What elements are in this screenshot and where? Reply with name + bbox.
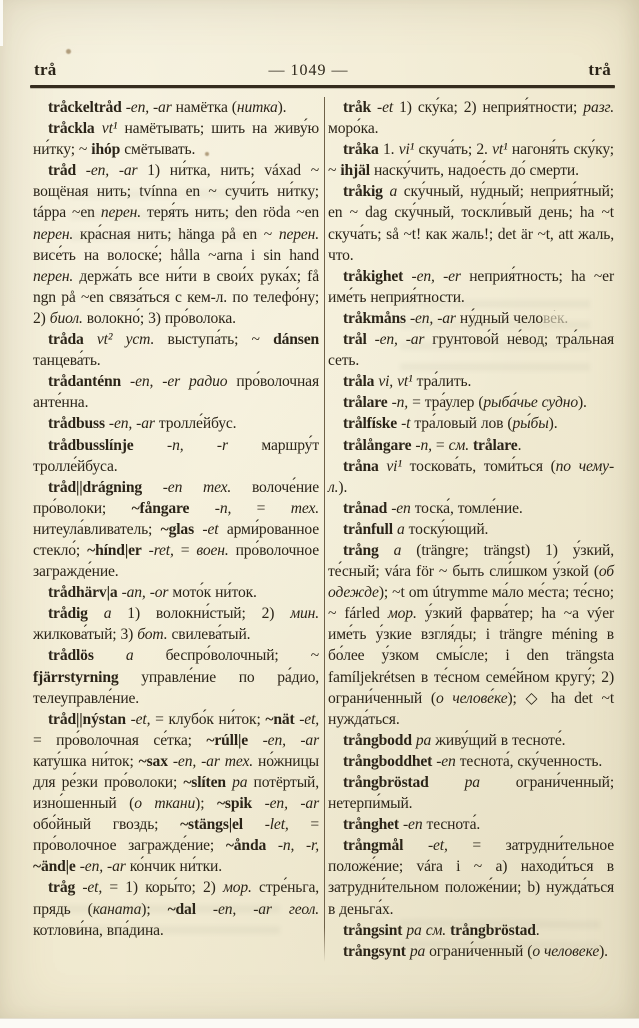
dictionary-entry (328, 435, 614, 456)
text-run: об одежде (328, 563, 614, 602)
text-run: a (93, 647, 134, 665)
text-run: pa см. (402, 921, 447, 939)
text-run: ~slíten (183, 774, 226, 791)
text-run: живу́щий в тесноте́. (431, 731, 566, 749)
text-run: pa (405, 942, 426, 960)
left-column (33, 97, 319, 941)
text-run: 1) ску́ка; 2) неприя́тности; (393, 99, 584, 116)
text-run: ); ◇ ha det ~t нужда́ться. (328, 689, 615, 728)
text-run: держа́ть все ни́ти в свои́х рука́х; få ngn på ~en связа́ться с кем-л. по телефо́ну; 2) (33, 267, 319, 327)
text-run: ihóp (91, 141, 121, 159)
text-run: ~rúll|e (206, 731, 249, 749)
dictionary-entry (328, 519, 614, 540)
text-run: = (231, 499, 291, 517)
text-run: тех. (290, 499, 319, 517)
text-run: -en, -ar (104, 415, 155, 433)
text-run: ~glas (160, 520, 194, 538)
dictionary-entry (328, 498, 614, 519)
text-run: -en тех. (142, 478, 232, 496)
dictionary-entry (328, 920, 614, 941)
text-run: перен. (278, 225, 319, 243)
headword: trådanténn (48, 373, 122, 391)
text-run: по чему-л. (328, 457, 614, 496)
headword: tråk (343, 99, 371, 116)
text-run: выступа́ть; ~ (154, 331, 274, 349)
text-run: управле́ние по ра́дио, телеуправле́ние. (33, 668, 319, 707)
scan-edge-sliver (0, 0, 3, 46)
text-run: . (517, 436, 522, 454)
dictionary-entry (328, 139, 614, 181)
dictionary-entry (33, 435, 319, 477)
headword: tråla (343, 373, 375, 391)
text-run: ну́дный чело (455, 309, 544, 327)
text-run: ограни́ченный; нетерпи́мый. (328, 774, 615, 813)
text-run: = клубо́к ни́ток; (150, 710, 266, 728)
text-run: стре́ньга, прядь ( (33, 879, 320, 918)
text-run: -en, -ar (75, 162, 138, 180)
text-run: -en, -ar геол. (195, 900, 319, 918)
text-run: -let, (242, 816, 289, 834)
text-run: ~spik (216, 795, 253, 813)
text-run: -n, (387, 394, 409, 412)
text-run: кату́шка ни́ток; (33, 752, 139, 770)
headword: trådbusslínje (48, 436, 134, 454)
text-run: мор. (387, 605, 417, 623)
dictionary-entry (33, 97, 319, 118)
running-header (34, 60, 611, 80)
text-run: -n, -r (133, 436, 228, 454)
text-run: -en (432, 752, 456, 770)
dictionary-entry (33, 603, 319, 645)
headword: trångbodd (343, 731, 412, 749)
headword: trångboddhet (343, 752, 433, 770)
headword: trångmål (343, 837, 404, 855)
guide-word-left: trå (34, 60, 57, 79)
text-run: pa (411, 731, 432, 749)
header-rule (30, 85, 615, 88)
text-run: о ткани (134, 795, 196, 813)
text-run: . (535, 921, 540, 939)
text-run: ~nät (265, 710, 295, 728)
text-run: -et (194, 520, 219, 538)
text-run: неприя́тность; ha ~er име́ть неприя́тности. (328, 267, 614, 306)
text-run: a (378, 541, 402, 559)
text-run: -en, -ar тех. (167, 752, 253, 770)
text-run: ве́к. (543, 309, 569, 327)
text-run: намётка ( (171, 99, 237, 116)
text-run: 1) волокни́стый; 2) (111, 605, 291, 623)
text-run: -n, (189, 499, 232, 517)
text-run: теря́ть нить; den röda ~en (140, 204, 319, 222)
headword: trådbuss (48, 415, 105, 433)
headword: trådlös (48, 647, 94, 665)
text-run: ). (338, 478, 348, 496)
text-run: ); (141, 900, 168, 918)
headword: trångsint (343, 921, 403, 939)
text-run: -et (370, 99, 394, 116)
text-run: намётывать; шить на живу́ю ни́тку; ~ (33, 120, 319, 159)
paper-speck (205, 152, 209, 156)
headword: trånghet (343, 816, 399, 834)
text-run: маршру́т тролле́йбуса. (33, 436, 319, 475)
dictionary-entry (33, 413, 319, 434)
text-run: теснота́, ску́ченность. (455, 752, 603, 770)
text-run: ограни́ченный ( (425, 942, 533, 960)
text-run: -en (398, 816, 423, 834)
text-run: тра́лить. (412, 373, 472, 391)
text-run: -en, -ar (248, 731, 319, 749)
headword: trång (343, 541, 379, 559)
text-run: -en, -ar (405, 309, 456, 327)
text-run: кра́сная нить; hänga på en ~ (73, 225, 279, 243)
text-run: -en, -ar (252, 795, 319, 813)
dictionary-entry (33, 582, 319, 603)
dictionary-entry (328, 371, 614, 392)
dictionary-entry (33, 645, 319, 708)
text-run: -et, (125, 710, 151, 728)
text-run: -ret, (141, 541, 174, 559)
text-run: беспро́волочный; ~ (133, 647, 319, 665)
headword: tråckeltråd (48, 99, 122, 116)
text-run: мин. (290, 605, 319, 623)
text-run: pa (428, 774, 480, 791)
text-run: ihjäl (340, 162, 370, 180)
headword: trånfull (343, 520, 393, 538)
text-run: -en, -ar (75, 858, 126, 876)
headword: tråd||nýstan (48, 710, 126, 728)
text-run: воен. (196, 541, 229, 559)
dictionary-entry (328, 413, 614, 434)
dictionary-entry (328, 772, 614, 814)
text-run: ~fångare (131, 499, 190, 517)
text-run: о челове́ке (435, 689, 508, 707)
headword: trådig (48, 605, 88, 623)
text-run: ~sax (138, 752, 168, 770)
headword: tråna (343, 457, 379, 475)
text-run: -en, -er (403, 267, 461, 285)
text-run: dánsen (273, 331, 319, 349)
headword: tråka (343, 141, 379, 159)
headword: tråckla (48, 120, 95, 138)
dictionary-entry (328, 814, 614, 835)
text-run: тоску́ющий. (404, 520, 489, 538)
text-run: -n, (411, 436, 432, 454)
headword: tråkighet (343, 267, 404, 285)
text-run: про́волочное загражде́ние. (33, 541, 319, 581)
text-run: нитеула́вливатель; (33, 520, 161, 538)
text-run: рыба́чье судно (483, 394, 578, 412)
text-run: pa (225, 774, 248, 791)
text-run: fjärrstyrning (33, 668, 119, 686)
dictionary-entry (33, 371, 319, 413)
dictionary-entry (328, 730, 614, 751)
text-run: a (382, 183, 398, 201)
text-run: наску́чить, надое́сть до́ смерти. (369, 162, 579, 180)
headword: tråd (48, 162, 76, 180)
dictionary-entry (328, 97, 614, 139)
headword: trångsynt (343, 942, 406, 960)
text-run: теснота́. (422, 816, 481, 834)
dictionary-entry (328, 329, 614, 371)
text-run: ~stängs|el (180, 816, 243, 834)
dictionary-entry (33, 329, 319, 371)
right-column (328, 97, 614, 962)
text-run: = (173, 541, 197, 559)
text-run: бот. (137, 626, 168, 644)
text-run: свилева́тый. (167, 626, 251, 644)
text-run: vi¹ (378, 457, 402, 475)
text-run: см. (448, 436, 469, 454)
headword: trådhärv|a (48, 584, 118, 602)
text-run: = затрудни́тельное положе́ние; vára i ~ a) находи́ться в затрудни́тельном положе́нии; b) нужда́ться в деньга́х. (328, 837, 615, 918)
text-run: тролле́йбус. (154, 415, 237, 433)
text-run: = про́волочное загражде́ние; (33, 816, 319, 855)
text-run: = тра́улер ( (408, 394, 484, 412)
text-run: грунтово́й не́вод; тра́льная сеть. (328, 331, 614, 370)
scan-edge-strip (0, 1018, 639, 1028)
text-run: -n, -r, (266, 837, 319, 855)
text-run: trångbröstad (450, 921, 536, 939)
text-run: -et, (403, 837, 448, 855)
text-run: ). (277, 99, 287, 116)
text-run: мото́к ни́ток. (168, 584, 257, 602)
text-run: -en, -er радио (121, 373, 228, 391)
text-run: перен. (33, 225, 74, 243)
text-run: скуча́ть; 2. (414, 141, 493, 159)
text-run: -t (397, 415, 411, 433)
headword: trålfíske (343, 415, 398, 433)
headword: trålångare (343, 436, 412, 454)
text-run: trålare (473, 436, 518, 454)
text-run: vt¹ (492, 141, 508, 159)
text-run: vi, vt¹ (374, 373, 413, 391)
text-run: нитка (236, 99, 278, 116)
text-run: моро́ка. (328, 120, 379, 138)
headword: trål (343, 331, 367, 349)
dictionary-entry (328, 941, 614, 962)
text-run: ~ånda (225, 837, 267, 855)
text-run: = (431, 436, 449, 454)
text-run: a (87, 605, 112, 623)
text-run: но́жницы для ре́зки про́волоки; (33, 752, 319, 791)
dictionary-entry (33, 118, 319, 160)
text-run: = 1) коры́то; 2) (102, 879, 223, 897)
headword: tråg (48, 879, 76, 897)
text-run: о человеке (532, 942, 600, 960)
text-run: танцева́ть. (33, 352, 101, 370)
guide-word-right: trå (588, 60, 611, 79)
text-run: ); (195, 795, 217, 813)
text-run: ). (578, 394, 587, 412)
text-run: ~dal (167, 900, 196, 918)
text-run: перен. (100, 204, 141, 222)
text-run: перен. (33, 267, 74, 285)
text-run: -an, -or (117, 584, 169, 602)
text-run: (trängre; trängst) 1) у́зкий, те́сный; vára för ~ быть сли́шком у́зкой ( (328, 541, 614, 581)
text-run: каната (92, 900, 142, 918)
text-run: ску́чный, ну́дный; неприя́тный; en ~ dag ску́чный, тоскли́вый день; ha ~t скуча́ть; så ~t! как жаль!; det är ~t, att жаль, что. (328, 183, 614, 264)
text-columns (33, 97, 614, 962)
headword: tråkig (343, 183, 383, 201)
text-run: -en, -ar (121, 99, 172, 116)
text-run: разг. (583, 99, 615, 116)
text-run: ~hínd|er (87, 541, 142, 559)
dictionary-entry (328, 456, 614, 498)
text-run: ко́нчик ни́тки. (125, 858, 222, 876)
text-run: a (392, 520, 405, 538)
text-run: ). (548, 415, 558, 433)
dictionary-entry (33, 477, 319, 582)
text-run: тоскова́ть, томи́ться ( (401, 457, 556, 475)
text-run: висе́ть на волоске́; hålla ~arna i sin hand (33, 246, 319, 264)
text-run: ). (599, 942, 608, 960)
dictionary-entry (328, 181, 614, 265)
text-run: тра́ловый лов ( (410, 415, 513, 433)
headword: tråd||drágning (48, 478, 143, 496)
text-run: -en, -ar (366, 331, 425, 349)
page-number: — 1049 — (268, 62, 349, 79)
paper-speck (66, 49, 71, 54)
column-divider (324, 97, 325, 962)
text-run: у́зкий фарва́тер; ha ~a výer име́ть у́зкие взгля́ды; i trängre méning в бо́лее у́зком смы́сле; i den trängsta famíljekrétsen в те́сном семе́йном кругу́; 2) ограни́ченный ( (328, 605, 615, 707)
text-run: арми́рованное стекло́; (33, 520, 320, 559)
text-run: волокно́; 3) про́волока. (82, 309, 236, 327)
text-run: -en (387, 499, 411, 517)
text-run: -et, (75, 879, 103, 897)
text-run: смётывать. (120, 141, 196, 159)
headword: trångbröstad (343, 774, 429, 791)
text-run: ры́бы (512, 415, 549, 433)
dictionary-entry (328, 540, 614, 730)
text-run: котлови́на, впа́дина. (33, 921, 164, 939)
dictionary-entry (33, 877, 319, 940)
text-run: жилкова́тый; 3) (33, 626, 138, 644)
text-run: тоска́, томле́ние. (410, 499, 523, 517)
text-run: обо́йный гвоздь; (33, 816, 181, 834)
text-run: ~änd|e (33, 858, 76, 876)
headword: tråkmåns (343, 309, 406, 327)
dictionary-entry (33, 160, 319, 329)
headword: trålare (343, 394, 388, 412)
headword: tråda (48, 331, 84, 349)
text-run: ); ~t om útrymme ма́ло ме́ста; те́сно; ~ fárled (328, 584, 614, 623)
dictionary-entry (328, 308, 614, 329)
text-run: vt¹ (94, 120, 118, 138)
text-run: 1) ни́тка, нить; váxad ~ вощёная нить; tvínna en ~ сучи́ть ни́тку; táppa ~en (33, 162, 319, 222)
text-run: волоче́ние про́волоки; (33, 478, 319, 517)
text-run: про́волочная анте́нна. (33, 373, 319, 412)
text-run: мор. (222, 879, 252, 897)
text-run: = про́волочная се́тка; (33, 731, 207, 749)
text-run: 1. (378, 141, 399, 159)
dictionary-entry (328, 835, 614, 919)
text-run: vi¹ (398, 141, 415, 159)
text-run: нагоня́ть ску́ку; ~ (328, 141, 614, 180)
text-run: vt² уст. (83, 331, 155, 349)
text-run: биол. (49, 309, 83, 327)
text-run: -et, (294, 710, 320, 728)
headword: trånad (343, 499, 388, 517)
dictionary-entry (328, 266, 614, 308)
dictionary-entry (328, 392, 614, 413)
dictionary-entry (33, 709, 319, 878)
dictionary-entry (328, 751, 614, 772)
text-run: потёртый, изно́шенный ( (33, 774, 319, 813)
